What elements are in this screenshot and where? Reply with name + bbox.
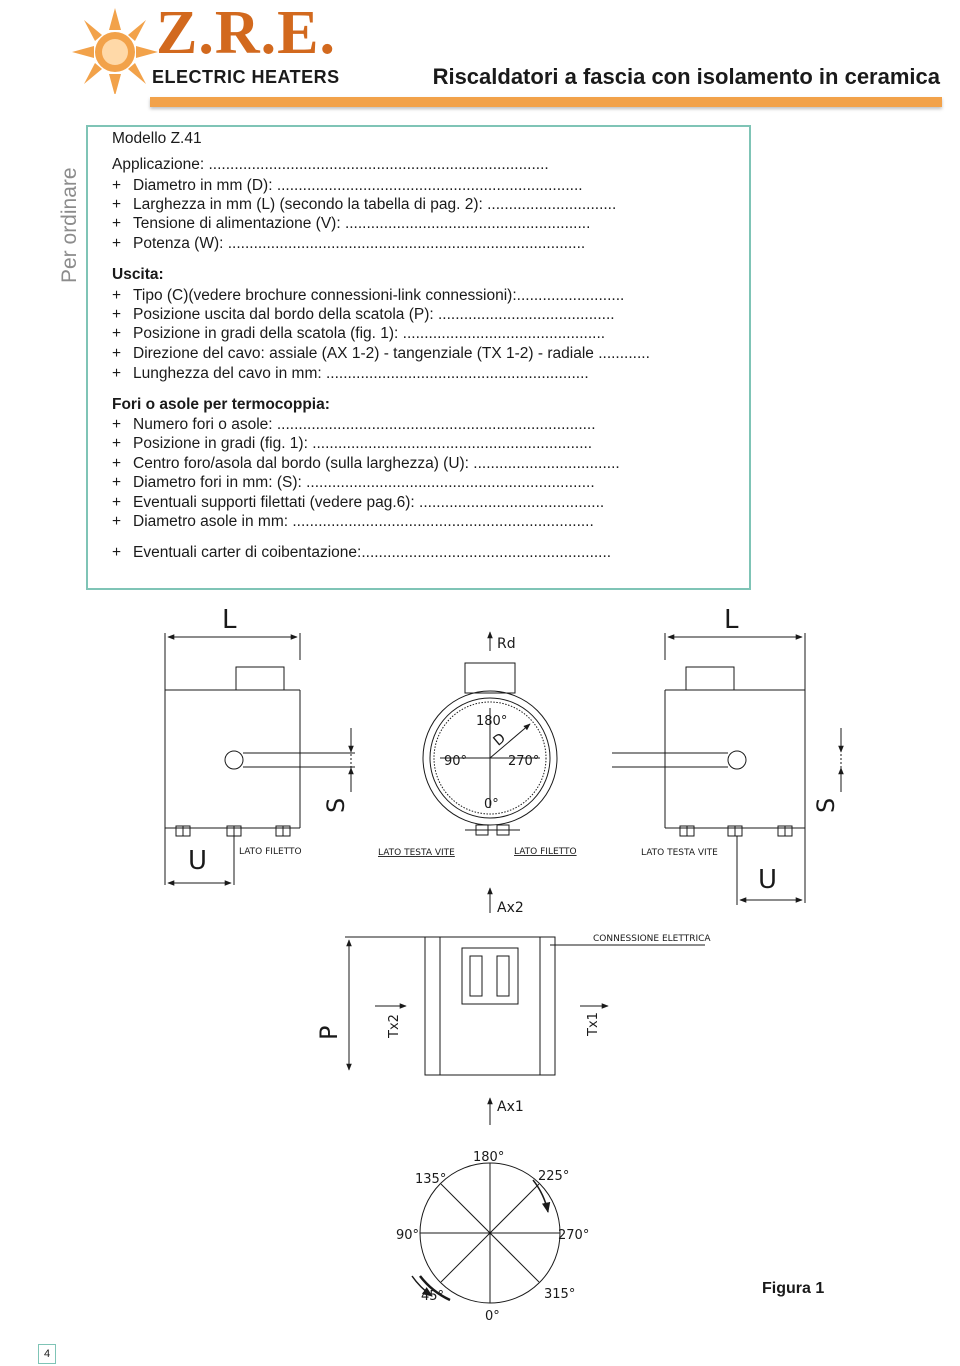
field-output-position: Posizione uscita dal bordo della scatola (P): ......................................... — [133, 306, 615, 323]
header-accent-bar — [150, 97, 942, 107]
circle-label-90: 90° — [396, 1228, 420, 1243]
bullet: + — [112, 513, 122, 530]
bullet: + — [112, 235, 122, 252]
field-box-degrees: Posizione in gradi della scatola (fig. 1): ............................................... — [133, 325, 606, 342]
label-lato-filetto-center: LATO FILETTO — [514, 847, 577, 857]
circle-label-270: 270° — [558, 1228, 590, 1243]
field-type: Tipo (C)(vedere brochure connessioni-link connessioni):......................... — [133, 287, 625, 304]
field-hole-center: Centro foro/asola dal bordo (sulla larghezza) (U): .................................. — [133, 455, 620, 472]
field-slot-diameter: Diametro asole in mm: ...................................................................... — [133, 513, 594, 530]
label-S-right: S — [812, 797, 840, 813]
side-view-right — [612, 633, 841, 905]
circle-label-45: 45° — [421, 1289, 445, 1304]
field-power: Potenza (W): ................................................................................... — [133, 235, 586, 252]
ring-label-270: 270° — [508, 754, 540, 769]
field-voltage: Tensione di alimentazione (V): ......................................................... — [133, 215, 591, 232]
label-lato-testa-vite-right: LATO TESTA VITE — [641, 848, 718, 858]
label-Ax1: Ax1 — [497, 1099, 524, 1115]
model-line: Modello Z.41 — [112, 130, 202, 147]
technical-drawing — [0, 590, 960, 1366]
circle-label-225: 225° — [538, 1169, 570, 1184]
bullet: + — [112, 455, 122, 472]
brand-logo-text: Z.R.E. — [156, 0, 336, 67]
circle-label-315: 315° — [544, 1287, 576, 1302]
label-lato-testa-vite-left: LATO TESTA VITE — [378, 848, 455, 858]
label-L-left: L — [222, 605, 237, 635]
circle-label-135: 135° — [415, 1172, 447, 1187]
field-cable-direction: Direzione del cavo: assiale (AX 1-2) - tangenziale (TX 1-2) - radiale ............ — [133, 345, 650, 362]
bullet: + — [112, 287, 122, 304]
circle-label-180: 180° — [473, 1150, 505, 1165]
circle-label-0: 0° — [485, 1309, 500, 1324]
side-label: Per ordinare — [58, 167, 81, 283]
label-connessione-elettrica: CONNESSIONE ELETTRICA — [593, 934, 711, 944]
bullet: + — [112, 544, 122, 561]
page-title: Riscaldatori a fascia con isolamento in ceramica — [432, 64, 940, 89]
ring-label-0: 0° — [484, 797, 499, 812]
front-view-ring — [423, 632, 557, 1125]
bullet: + — [112, 177, 122, 194]
bullet: + — [112, 416, 122, 433]
label-Rd: Rd — [497, 636, 516, 652]
label-S-left: S — [322, 797, 350, 813]
sun-logo-icon — [70, 4, 160, 94]
label-lato-filetto-left: LATO FILETTO — [239, 847, 302, 857]
flat-view-band — [345, 937, 705, 1075]
ring-label-90: 90° — [444, 754, 468, 769]
bullet: + — [112, 435, 122, 452]
field-threaded-supports: Eventuali supporti filettati (vedere pag.6): ........................................... — [133, 494, 605, 511]
bullet: + — [112, 494, 122, 511]
label-P: P — [315, 1025, 343, 1040]
field-cable-length: Lunghezza del cavo in mm: ............................................................. — [133, 365, 589, 382]
ring-label-180: 180° — [476, 714, 508, 729]
bullet: + — [112, 365, 122, 382]
label-Ax2: Ax2 — [497, 900, 524, 916]
bullet: + — [112, 215, 122, 232]
holes-section-title: Fori o asole per termocoppia: — [112, 396, 330, 413]
field-hole-count: Numero fori o asole: .......................................................................... — [133, 416, 596, 433]
label-U-left: U — [188, 846, 208, 876]
output-section-title: Uscita: — [112, 266, 164, 283]
label-L-right: L — [724, 605, 739, 635]
ring-label-D: D — [490, 730, 509, 750]
field-width: Larghezza in mm (L) (secondo la tabella di pag. 2): .............................. — [133, 196, 617, 213]
label-Tx2: Tx2 — [387, 1014, 402, 1038]
bullet: + — [112, 196, 122, 213]
bullet: + — [112, 306, 122, 323]
field-hole-diameter: Diametro fori in mm: (S): ................................................................... — [133, 474, 595, 491]
field-hole-degrees: Posizione in gradi (fig. 1): ................................................................. — [133, 435, 593, 452]
application-line: Applicazione: ............................................................................... — [112, 156, 549, 173]
label-Tx1: Tx1 — [586, 1012, 601, 1036]
label-U-right: U — [758, 865, 778, 895]
field-casing: Eventuali carter di coibentazione:.......................................................... — [133, 544, 612, 561]
bullet: + — [112, 345, 122, 362]
field-diameter: Diametro in mm (D): ....................................................................... — [133, 177, 583, 194]
page-number: 4 — [38, 1344, 56, 1364]
bullet: + — [112, 325, 122, 342]
figure-caption: Figura 1 — [762, 1280, 825, 1297]
bullet: + — [112, 474, 122, 491]
brand-subtitle: ELECTRIC HEATERS — [152, 67, 340, 87]
